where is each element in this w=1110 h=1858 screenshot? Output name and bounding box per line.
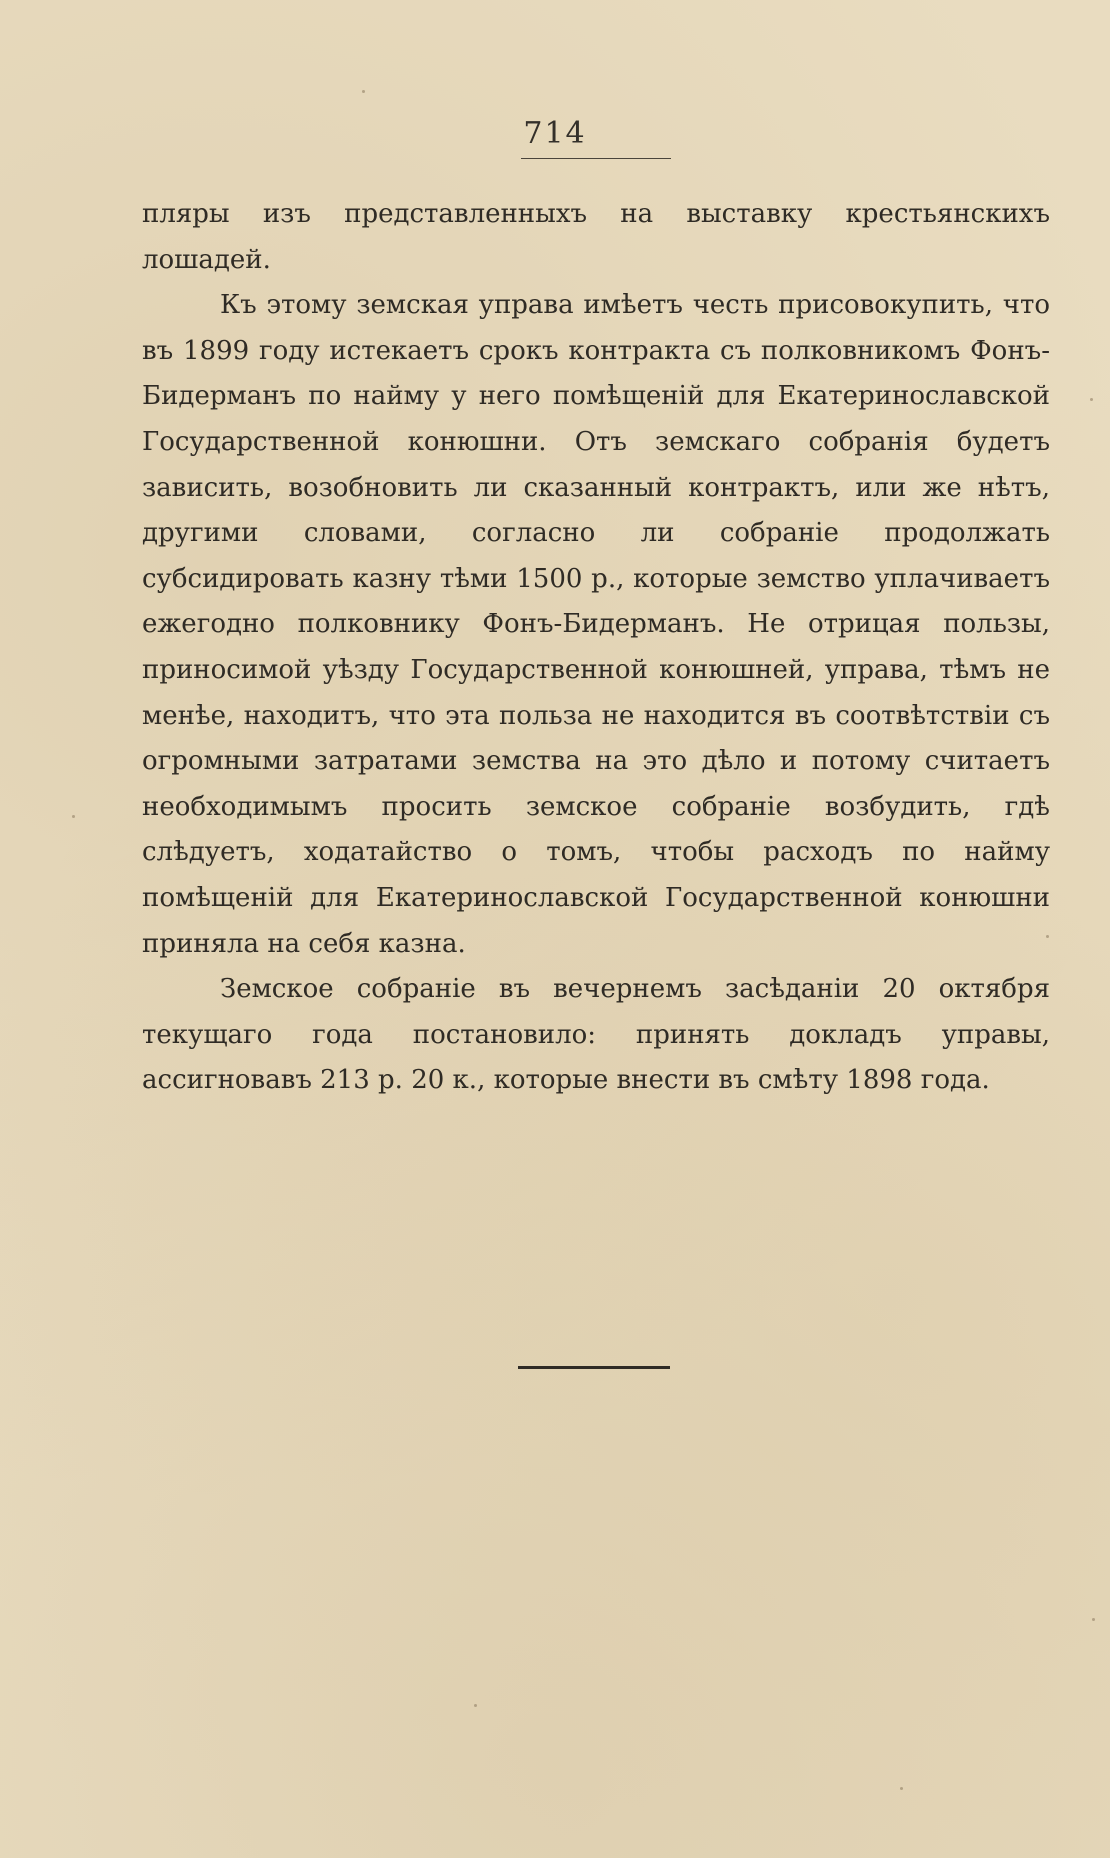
paper-speck — [1046, 935, 1049, 938]
paragraph-uprava-report: Къ этому земская управа имѣетъ честь присовокупить, что въ 1899 году истекаетъ срокъ контракта съ полковникомъ Фонъ-Бидерманъ по найму у него помѣщеній для Екатеринославской Государственной конюшни. Отъ земскаго собранія будетъ зависить, возобновить ли сказанный контрактъ, или же нѣтъ, другими словами, согласно ли собраніе продолжать субсидировать казну тѣми 1500 р., которые земство уплачиваетъ ежегодно полковнику Фонъ-Бидерманъ. Не отрицая пользы, приносимой уѣзду Государственной конюшней, управа, тѣмъ не менѣе, находитъ, что эта польза не находится въ соотвѣтствіи съ огромными затратами земства на это дѣло и потому считаетъ необходимымъ просить земское собраніе возбудить, гдѣ слѣдуетъ, ходатайство о томъ, чтобы расходъ по найму помѣщеній для Екатеринославской Государственной конюшни приняла на себя казна. — [142, 290, 1050, 959]
paper-speck — [72, 815, 75, 818]
paragraph-resolution: Земское собраніе въ вечернемъ засѣданіи 20 октября текущаго года постановило: принять докладъ управы, ассигновавъ 213 р. 20 к., которые внести въ смѣту 1898 года. — [142, 974, 1050, 1096]
section-end-rule — [518, 1366, 670, 1369]
page-number: 714 — [523, 116, 587, 151]
paper-speck — [474, 1704, 477, 1707]
paper-speck — [1092, 1618, 1095, 1621]
paper-speck — [900, 1787, 903, 1790]
paragraph-continuation: пляры изъ представленныхъ на выставку крестьянскихъ лошадей. — [142, 199, 1050, 275]
page-number-underline — [521, 158, 671, 159]
paper-speck — [362, 90, 365, 93]
body-text — [142, 192, 1050, 1104]
paper-speck — [1090, 398, 1093, 401]
